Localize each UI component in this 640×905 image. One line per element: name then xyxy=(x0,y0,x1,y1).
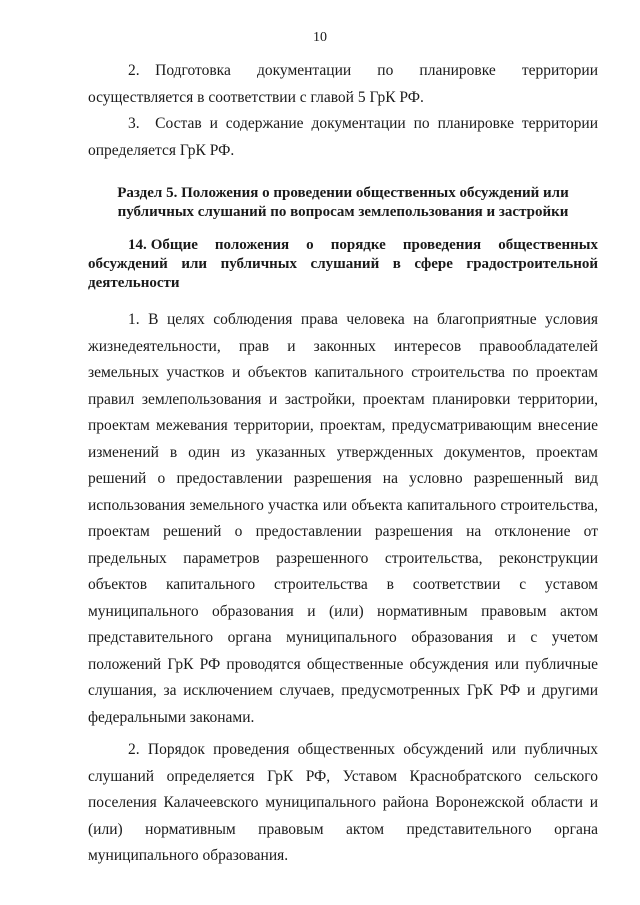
article-number: 14. xyxy=(128,237,147,253)
document-body xyxy=(88,58,598,870)
spacer xyxy=(88,293,598,307)
article-paragraph-2: 2. Порядок проведения общественных обсуждений или публичных слушаний определяется ГрК РФ, Уставом Краснобратского сельского поселения Калачеевского муниципального района Воронежской области и (или) нормативным правовым актом представительного органа муниципального образования. xyxy=(88,741,598,864)
section-heading: Раздел 5. Положения о проведении общественных обсуждений или публичных слушаний по вопросам землепользования и застройки xyxy=(117,185,569,220)
page-number: 10 xyxy=(313,30,327,45)
article-title: Общие положения о порядке проведения общественных обсуждений или публичных слушаний в сфере градостроительной деятельности xyxy=(88,237,598,291)
paragraph-3: 3. Состав и содержание документации по планировке территории определяется ГрК РФ. xyxy=(88,115,598,159)
spacer xyxy=(88,222,598,236)
article-heading xyxy=(88,236,598,293)
article-paragraph-1: 1. В целях соблюдения права человека на благоприятные условия жизнедеятельности, прав и законных интересов правообладателей земельных участков и объектов капитального строительства по проектам правил землепользования и застройки, проектам планировки территории, проектам межевания территории, проектам, предусматривающим внесение изменений в один из указанных утвержденных документов, проектам решений о предоставлении разрешения на условно разрешенный вид использования земельного участка или объекта капитального строительства, проектам решений о предоставлении разрешения на отклонение от предельных параметров разрешенного строительства, реконструкции объектов капитального строительства в соответствии с уставом муниципального образования и (или) нормативным правовым актом представительного органа муниципального образования и с учетом положений ГрК РФ проводятся общественные обсуждения или публичные слушания, за исключением случаев, предусмотренных ГрК РФ и другими федеральными законами. xyxy=(88,311,598,726)
spacer xyxy=(88,164,598,184)
paragraph-2: 2. Подготовка документации по планировке территории осуществляется в соответствии с главой 5 ГрК РФ. xyxy=(88,62,598,106)
